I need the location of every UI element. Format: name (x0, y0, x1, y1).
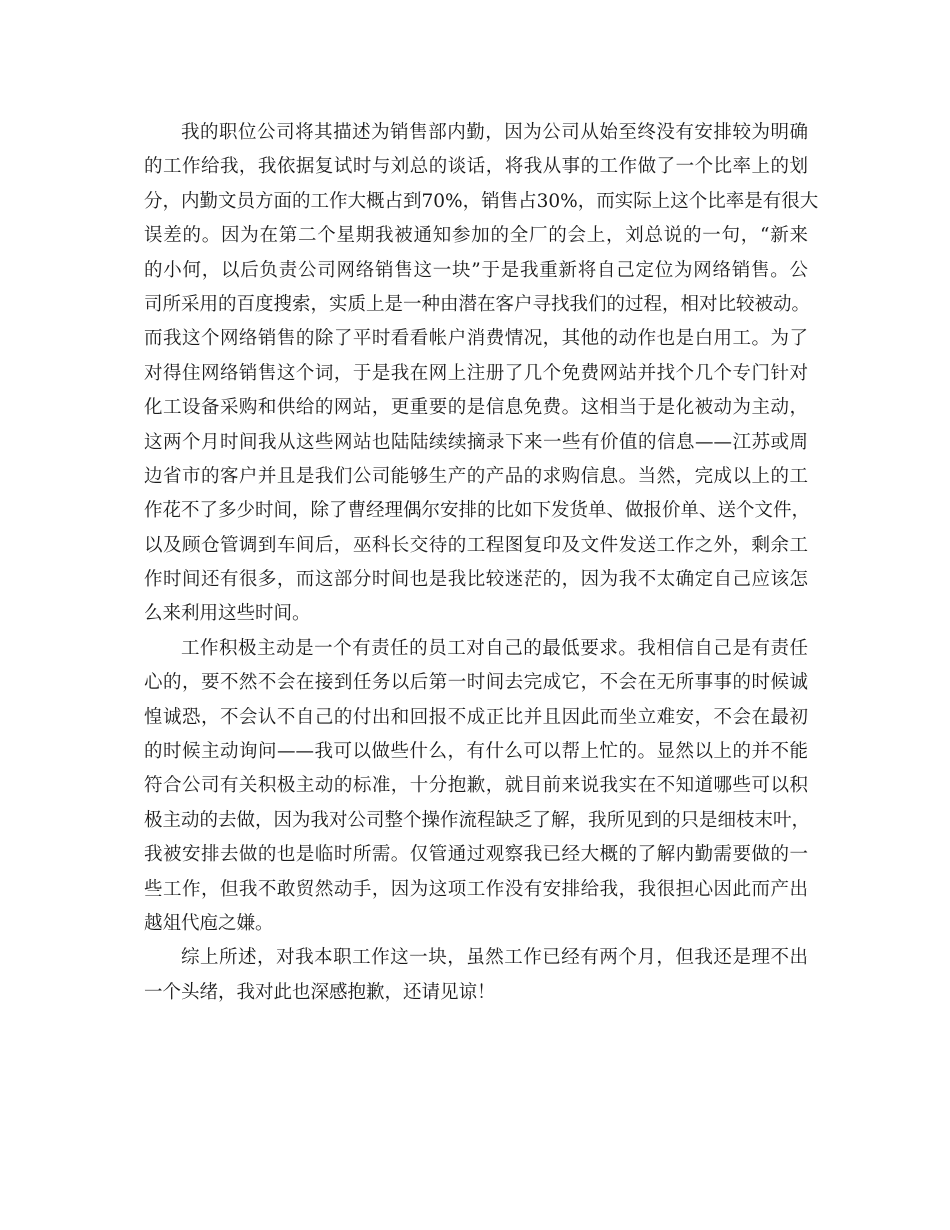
text-line: 一个头绪，我对此也深感抱歉，还请见谅！ (144, 981, 496, 1003)
document-body (144, 116, 819, 1010)
text-line: 误差的。因为在第二个星期我被通知参加的全厂的会上，刘总说的一句，“新来 (144, 225, 808, 247)
text-line: 极主动的去做，因为我对公司整个操作流程缺乏了解，我所见到的只是细枝末叶， (144, 809, 811, 831)
paragraph-3 (144, 941, 808, 1010)
text-line: 化工设备采购和供给的网站，更重要的是信息免费。这相当于是化被动为主动， (144, 397, 808, 419)
text-line: 而我这个网络销售的除了平时看看帐户消费情况，其他的动作也是白用工。为了 (144, 328, 808, 350)
text-line: 心的，要不然不会在接到任务以后第一时间去完成它，不会在无所事事的时候诚 (144, 672, 808, 694)
text-line: 么来利用这些时间。 (144, 603, 311, 625)
text-line: 对得住网络销售这个词，于是我在网上注册了几个免费网站并找个几个专门针对 (144, 362, 808, 384)
text-line: 我被安排去做的也是临时所需。仅管通过观察我已经大概的了解内勤需要做的一 (144, 844, 808, 866)
text-line: 以及顾仓管调到车间后，巫科长交待的工程图复印及文件发送工作之外，剩余工 (144, 534, 808, 556)
text-line: 司所采用的百度搜索，实质上是一种由潜在客户寻找我们的过程，相对比较被动。 (144, 293, 811, 315)
text-line: 综上所述，对我本职工作这一块，虽然工作已经有两个月，但我还是理不出 (181, 947, 808, 969)
text-line: 的小何，以后负责公司网络销售这一块”于是我重新将自己定位为网络销售。公 (144, 259, 808, 281)
text-line: 作花不了多少时间，除了曹经理偶尔安排的比如下发货单、做报价单、送个文件， (144, 500, 811, 522)
text-line: 符合公司有关积极主动的标准，十分抱歉，就目前来说我实在不知道哪些可以积 (144, 775, 808, 797)
text-line: 惶诚恐，不会认不自己的付出和回报不成正比并且因此而坐立难安，不会在最初 (144, 706, 808, 728)
text-line: 边省市的客户并且是我们公司能够生产的产品的求购信息。当然，完成以上的工 (144, 465, 808, 487)
text-line: 的工作给我，我依据复试时与刘总的谈话，将我从事的工作做了一个比率上的划 (144, 156, 808, 178)
text-line: 越俎代庖之嫌。 (144, 912, 274, 934)
text-line: 分，内勤文员方面的工作大概占到70%，销售占30%，而实际上这个比率是有很大 (144, 190, 819, 212)
paragraph-2 (144, 632, 811, 942)
text-line: 的时候主动询问——我可以做些什么，有什么可以帮上忙的。显然以上的并不能 (144, 741, 808, 763)
text-line: 作时间还有很多，而这部分时间也是我比较迷茫的，因为我不太确定自己应该怎 (144, 569, 808, 591)
text-line: 工作积极主动是一个有责任的员工对自己的最低要求。我相信自己是有责任 (181, 637, 808, 659)
text-line: 这两个月时间我从这些网站也陆陆续续摘录下来一些有价值的信息——江苏或周 (144, 431, 808, 453)
paragraph-1 (144, 116, 819, 632)
text-line: 我的职位公司将其描述为销售部内勤，因为公司从始至终没有安排较为明确 (181, 122, 808, 143)
text-line: 些工作，但我不敢贸然动手，因为这项工作没有安排给我，我很担心因此而产出 (144, 878, 808, 900)
